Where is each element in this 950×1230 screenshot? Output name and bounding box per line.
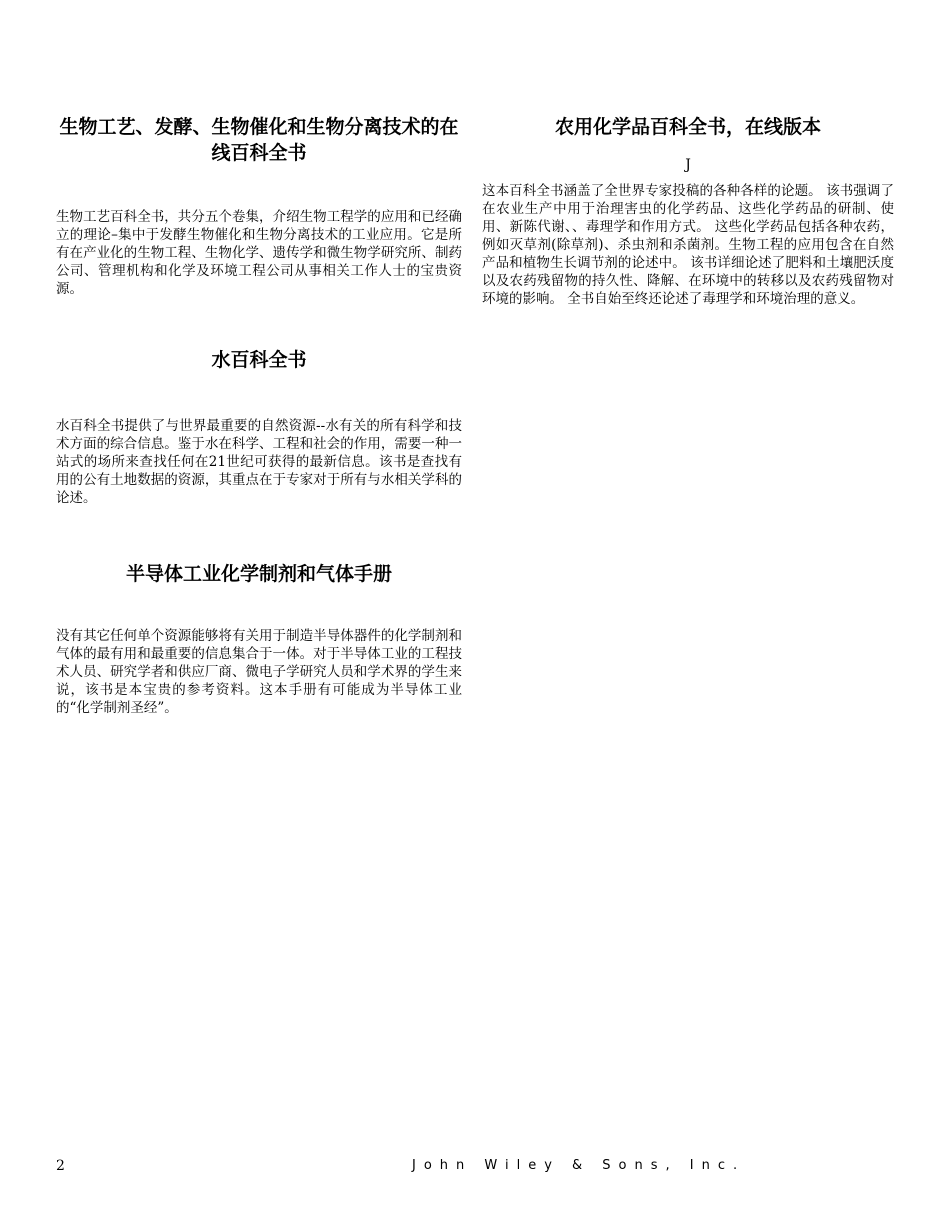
section-body-agrochemicals: 这本百科全书涵盖了全世界专家投稿的各种各样的论题。 该书强调了在农业生产中用于治理害虫的化学药品、这些化学药品的研制、使用、新陈代谢、、毒理学和作用方式。 这些化学药品包括各种农药，例如灭草剂(除草剂)、杀虫剂和杀菌剂。生物工程的应用包含在自然产品和植物生长调节剂的论述中。 该书详细论述了肥料和土壤肥沃度以及农药残留物的持久性、降解、在环境中的转移以及农药残留物对环境的影响。 全书自始至终还论述了毒理学和环境治理的意义。 [482, 183, 894, 307]
section-agrochemicals [482, 114, 894, 308]
section-water [56, 347, 462, 507]
page-number: 2 [56, 1158, 65, 1174]
section-title-agrochemicals: 农用化学品百科全书，在线版本 [554, 116, 821, 138]
section-title-water: 水百科全书 [211, 349, 307, 371]
section-title-semiconductor: 半导体工业化学制剂和气体手册 [125, 563, 392, 585]
section-semiconductor [56, 561, 462, 717]
publisher-name: John Wiley & Sons, Inc. [412, 1158, 746, 1173]
section-bioprocess [56, 114, 462, 298]
left-column [56, 114, 462, 717]
section-body-water: 水百科全书提供了与世界最重要的自然资源--水有关的所有科学和技术方面的综合信息。鉴于水在科学、工程和社会的作用，需要一种一站式的场所来查找任何在21世纪可获得的最新信息。该书是查找有用的公有土地数据的资源，其重点在于专家对于所有与水相关学科的论述。 [56, 418, 462, 506]
section-title-bioprocess: 生物工艺、发酵、生物催化和生物分离技术的在线百科全书 [59, 116, 459, 164]
section-mark: J [685, 157, 691, 173]
section-body-semiconductor: 没有其它任何单个资源能够将有关用于制造半导体器件的化学制剂和气体的最有用和最重要的信息集合于一体。对于半导体工业的工程技术人员、研究学者和供应厂商、微电子学研究人员和学术界的学生来说，该书是本宝贵的参考资料。这本手册有可能成为半导体工业的“化学制剂圣经”。 [56, 628, 462, 716]
section-body-bioprocess: 生物工艺百科全书，共分五个卷集，介绍生物工程学的应用和已经确立的理论–集中于发酵生物催化和生物分离技术的工业应用。它是所有在产业化的生物工程、生物化学、遗传学和微生物学研究所、制药公司、管理机构和化学及环境工程公司从事相关工作人士的宝贵资源。 [56, 209, 462, 297]
right-column [482, 114, 894, 308]
